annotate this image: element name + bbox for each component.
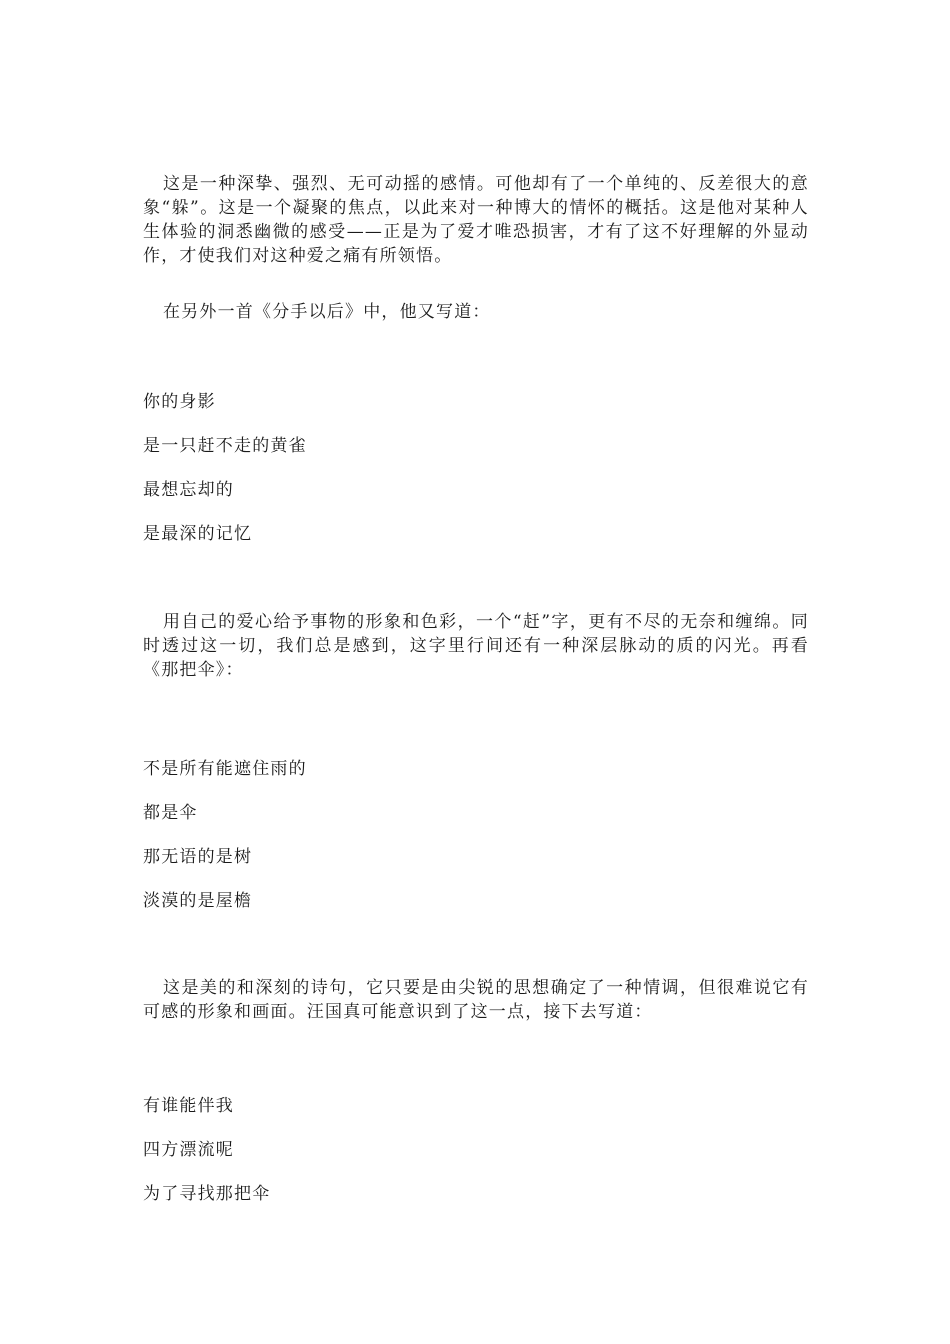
- verse-line: 都是伞: [143, 803, 198, 823]
- verse-line: 四方漂流呢: [143, 1140, 234, 1160]
- verse-line: 是最深的记忆: [143, 524, 253, 544]
- paragraph-feeling-analysis: 这是一种深挚、强烈、无可动摇的感情。可他却有了一个单纯的、反差很大的意象“躲”。这是一个凝聚的焦点，以此来对一种博大的情怀的概括。这是他对某种人生体验的洞悉幽微的感受——正是为了爱才唯恐损害，才有了这不好理解的外显动作，才使我们对这种爱之痛有所领悟。: [143, 174, 809, 266]
- verse-line: 为了寻找那把伞: [143, 1184, 271, 1204]
- verse-line: 那无语的是树: [143, 847, 253, 867]
- verse-line: 不是所有能遮住雨的: [143, 759, 307, 779]
- paragraph-intro-fenshou: 在另外一首《分手以后》中，他又写道：: [163, 302, 491, 322]
- paragraph-gan-analysis: 用自己的爱心给予事物的形象和色彩，一个“赶”字，更有不尽的无奈和缠绵。同时透过这一切，我们总是感到，这字里行间还有一种深层脉动的质的闪光。再看《那把伞》：: [143, 612, 809, 680]
- verse-line: 是一只赶不走的黄雀: [143, 436, 307, 456]
- paragraph-umbrella-analysis: 这是美的和深刻的诗句，它只要是由尖锐的思想确定了一种情调，但很难说它有可感的形象和画面。汪国真可能意识到了这一点，接下去写道：: [143, 978, 809, 1022]
- verse-line: 淡漠的是屋檐: [143, 891, 253, 911]
- verse-line: 有谁能伴我: [143, 1096, 234, 1116]
- verse-line: 你的身影: [143, 392, 216, 412]
- verse-line: 最想忘却的: [143, 480, 234, 500]
